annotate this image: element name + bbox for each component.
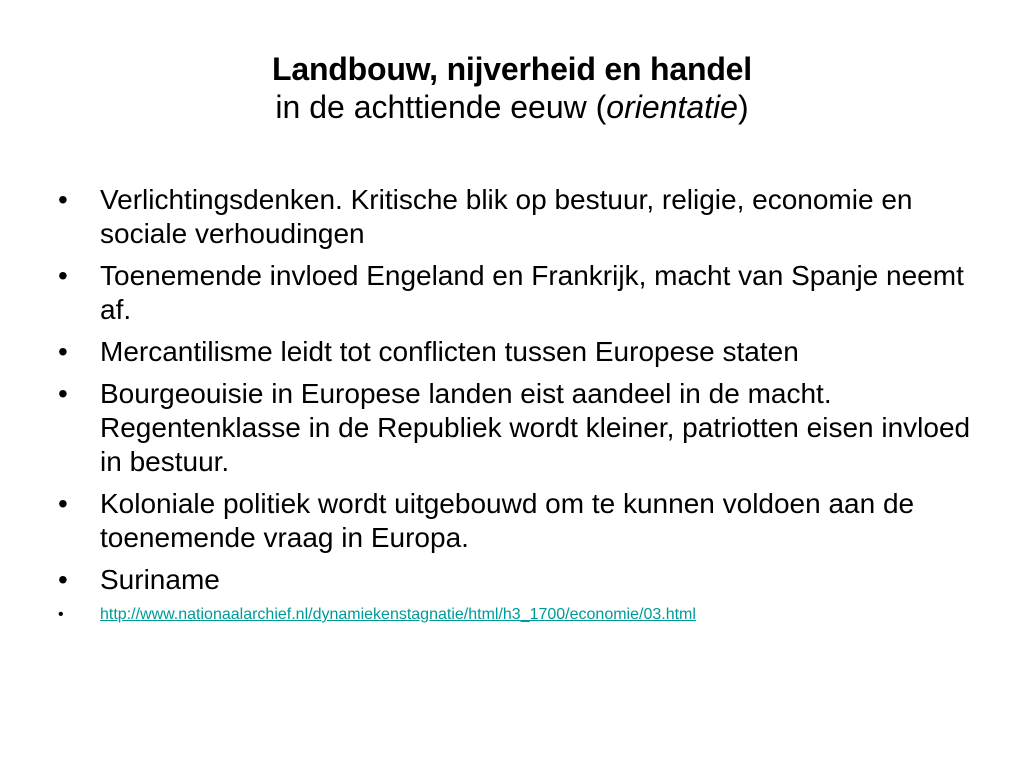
slide-title: Landbouw, nijverheid en handel bbox=[272, 51, 752, 87]
bullet-item bbox=[58, 335, 978, 369]
subtitle-suffix: ) bbox=[737, 89, 749, 125]
bullet-text: Verlichtingsdenken. Kritische blik op bestuur, religie, economie en sociale verhoudingen bbox=[100, 184, 913, 249]
bullet-marker: • bbox=[58, 488, 68, 519]
bullet-marker: • bbox=[58, 336, 68, 367]
subtitle-prefix: in de achttiende eeuw ( bbox=[275, 89, 607, 125]
bullet-item bbox=[58, 259, 978, 327]
bullet-item bbox=[58, 377, 978, 479]
bullet-text: Koloniale politiek wordt uitgebouwd om te kunnen voldoen aan de toenemende vraag in Europa. bbox=[100, 488, 915, 553]
bullet-marker: • bbox=[58, 606, 64, 623]
bullet-list bbox=[58, 183, 978, 633]
bullet-marker: • bbox=[58, 564, 68, 595]
slide-subtitle bbox=[0, 88, 1024, 126]
bullet-item-link bbox=[58, 605, 978, 625]
bullet-item bbox=[58, 563, 978, 597]
title-block bbox=[0, 50, 1024, 126]
subtitle-italic: orientatie bbox=[606, 89, 738, 125]
bullet-text: Bourgeouisie in Europese landen eist aandeel in de macht. Regentenklasse in de Republiek wordt kleiner, patriotten eisen invloed in bestuur. bbox=[100, 378, 971, 477]
bullet-marker: • bbox=[58, 260, 68, 291]
bullet-marker: • bbox=[58, 378, 68, 409]
bullet-text: Toenemende invloed Engeland en Frankrijk, macht van Spanje neemt af. bbox=[100, 260, 964, 325]
bullet-item bbox=[58, 183, 978, 251]
bullet-text: Suriname bbox=[100, 564, 220, 595]
bullet-item bbox=[58, 487, 978, 555]
source-link[interactable]: http://www.nationaalarchief.nl/dynamiekenstagnatie/html/h3_1700/economie/03.html bbox=[100, 606, 696, 623]
bullet-text: Mercantilisme leidt tot conflicten tussen Europese staten bbox=[100, 336, 799, 367]
bullet-marker: • bbox=[58, 184, 68, 215]
